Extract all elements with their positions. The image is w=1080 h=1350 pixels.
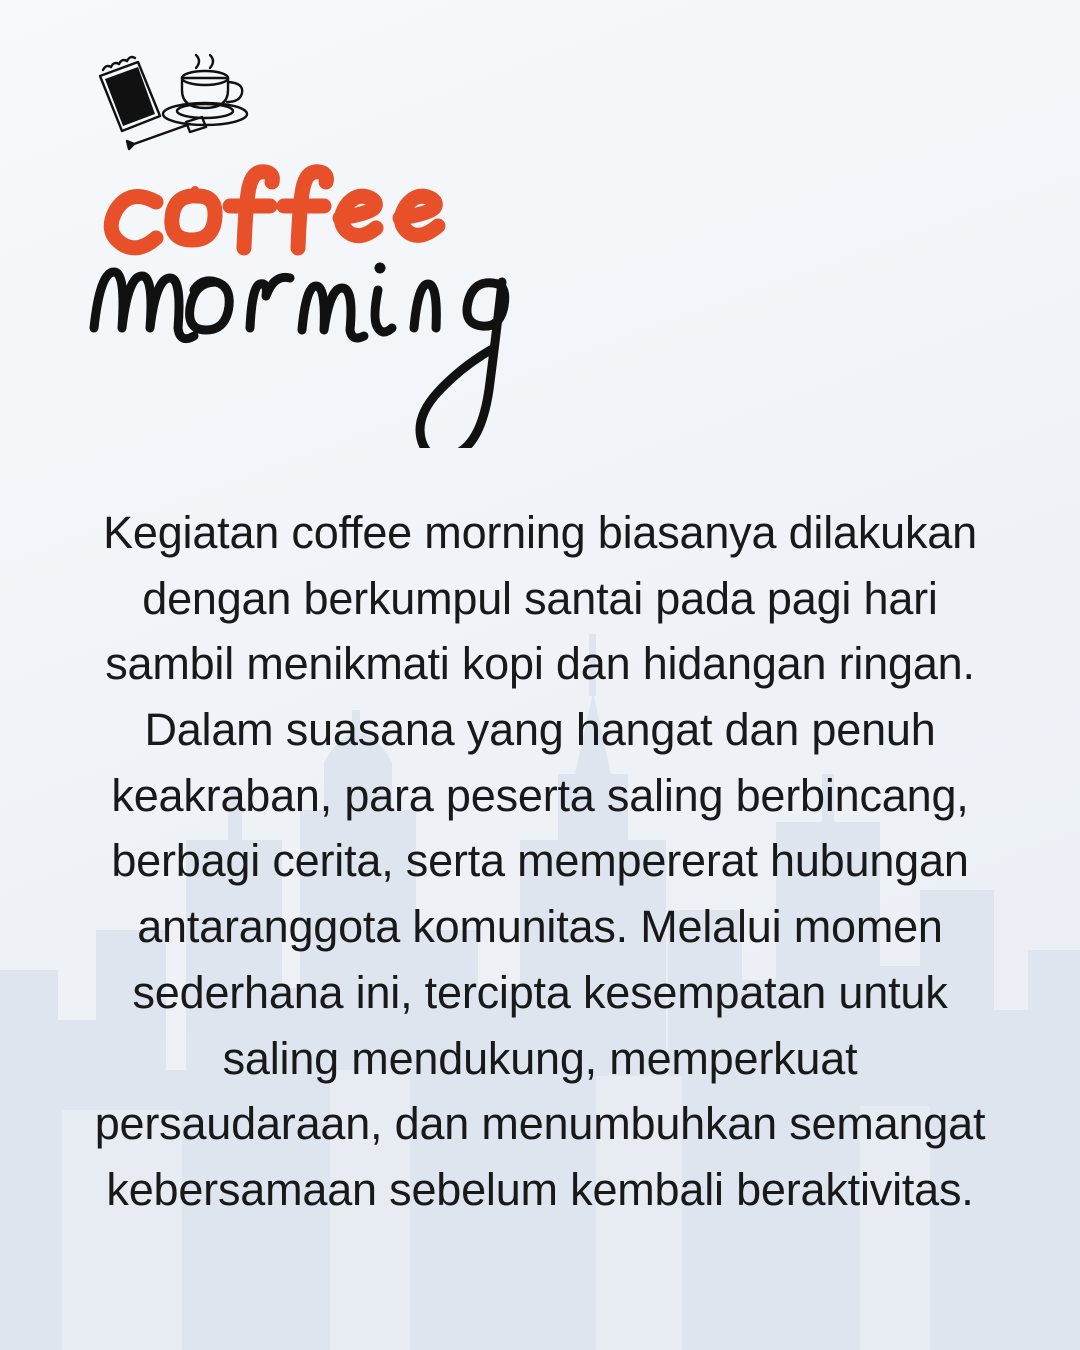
notebook-coffee-cup-pen-illustration <box>86 48 266 158</box>
logo-word-morning <box>78 198 548 448</box>
logo-lockup <box>78 48 598 408</box>
description-paragraph: Kegiatan coffee morning biasanya dilakukan dengan berkumpul santai pada pagi hari sambil menikmati kopi dan hidangan ringan. Dalam suasana yang hangat dan penuh keakraban, para peserta saling berbincang, berbagi cerita, serta mempererat hubungan antaranggota komunitas. Melalui momen sederhana ini, tercipta kesempatan untuk saling mendukung, memperkuat persaudaraan, dan menumbuhkan semangat kebersamaan sebelum kembali beraktivitas. <box>94 507 986 1215</box>
